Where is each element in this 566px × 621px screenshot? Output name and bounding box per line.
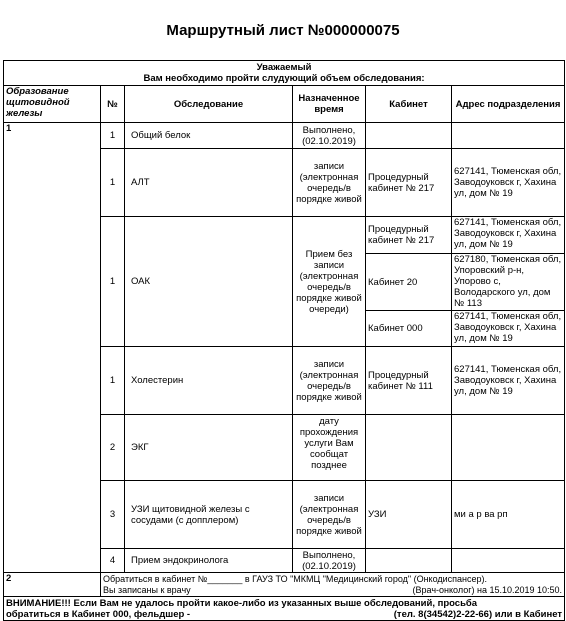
exam-time: Выполнено, (02.10.2019) — [293, 549, 366, 573]
exam-time: записи (электронная очередь/в порядке живой — [293, 149, 366, 217]
exam-number: 3 — [101, 481, 125, 549]
time-text: дату прохождения услуги Вам сообщат позднее — [299, 415, 359, 471]
greeting — [4, 61, 565, 86]
exam-cabinet: Процедурный кабинет № 111 — [366, 347, 452, 415]
appointment-doctor-label: Вы записаны к врачу — [103, 584, 191, 595]
exam-number: 1 — [101, 149, 125, 217]
exam-time: записи (электронная очередь/в порядке живой — [293, 481, 366, 549]
page-title: Маршрутный лист №000000075 — [166, 22, 400, 39]
exam-address — [452, 549, 565, 573]
appointment-line-2 — [103, 585, 562, 596]
exam-address: 627141, Тюменская обл, Заводоуковск г, Хахина ул, дом № 19 — [452, 149, 565, 217]
address-text: 627141, Тюменская обл, Заводоуковск г, Хахина ул, дом № 19 — [454, 311, 562, 344]
appointment-info — [101, 573, 565, 597]
exam-address: 627141, Тюменская обл, Заводоуковск г, Хахина ул, дом № 19 — [452, 347, 565, 415]
exam-name: ЭКГ — [125, 415, 293, 481]
exam-number: 1 — [101, 347, 125, 415]
exam-cabinet: Кабинет 000 — [366, 311, 452, 347]
header-address: Адрес подразделения — [452, 86, 565, 123]
exam-cabinet: Процедурный кабинет № 217 — [366, 149, 452, 217]
header-number: № — [101, 86, 125, 123]
warning-line-1: ВНИМАНИЕ!!! Если Вам не удалось пройти какое-либо из указанных выше обследований, просьба — [6, 597, 478, 609]
exam-address — [452, 311, 565, 347]
greeting-line-2: Вам необходимо пройти слудующий объем обследования: — [143, 73, 425, 84]
warning-line-2 — [6, 609, 562, 620]
exam-name: УЗИ щитовидной железы с сосудами (с допплером) — [125, 481, 293, 549]
exam-address: ми а р ва рп — [452, 481, 565, 549]
exam-time: Прием без записи (электронная очередь/в порядке живой очереди) — [293, 217, 366, 347]
address-text: 627180, Тюменская обл, Упоровский р-н, Упорово с, Володарского ул, дом № 113 — [454, 254, 562, 309]
table-row — [4, 573, 565, 597]
group-index: 2 — [4, 573, 101, 597]
address-text: 627141, Тюменская обл, Заводоуковск г, Хахина ул, дом № 19 — [454, 217, 562, 250]
warning-contact: обратиться в Кабинет 000, фельдшер - — [6, 608, 191, 620]
exam-number: 2 — [101, 415, 125, 481]
header-time: Назначенное время — [293, 86, 366, 123]
exam-address — [452, 217, 565, 254]
exam-number: 4 — [101, 549, 125, 573]
exam-time: Выполнено, (02.10.2019) — [293, 123, 366, 149]
exam-number: 1 — [101, 217, 125, 347]
exam-number: 1 — [101, 123, 125, 149]
header-exam: Обследование — [125, 86, 293, 123]
exam-cabinet — [366, 123, 452, 149]
warning-row — [4, 597, 565, 621]
exam-cabinet — [366, 415, 452, 481]
appointment-line-1: Обратиться в кабинет №_______ в ГАУЗ ТО "МКМЦ "Медицинский город" (Онкодиспансер). — [103, 573, 488, 584]
route-sheet-table — [3, 60, 565, 621]
exam-name: Общий белок — [125, 123, 293, 149]
exam-name: Прием эндокринолога — [125, 549, 293, 573]
exam-time: записи (электронная очередь/в порядке живой — [293, 347, 366, 415]
header-category: Образование щитовидной железы — [4, 86, 101, 123]
exam-cabinet — [366, 549, 452, 573]
exam-name: АЛТ — [125, 149, 293, 217]
exam-address — [452, 254, 565, 311]
exam-cabinet: Кабинет 20 — [366, 254, 452, 311]
group-index: 1 — [4, 123, 101, 573]
exam-name: Холестерин — [125, 347, 293, 415]
table-row — [4, 123, 565, 149]
header-cabinet: Кабинет — [366, 86, 452, 123]
warning-phone: (тел. 8(34542)2-22-66) или в Кабинет — [393, 608, 563, 620]
exam-address — [452, 123, 565, 149]
exam-address — [452, 415, 565, 481]
exam-cabinet: Процедурный кабинет № 217 — [366, 217, 452, 254]
exam-time — [293, 415, 366, 481]
appointment-doctor-time: (Врач-онколог) на 15.10.2019 10:50. — [412, 584, 563, 595]
exam-cabinet: УЗИ — [366, 481, 452, 549]
exam-name: ОАК — [125, 217, 293, 347]
warning-text — [4, 597, 565, 621]
greeting-line-1: Уважаемый — [256, 62, 312, 73]
